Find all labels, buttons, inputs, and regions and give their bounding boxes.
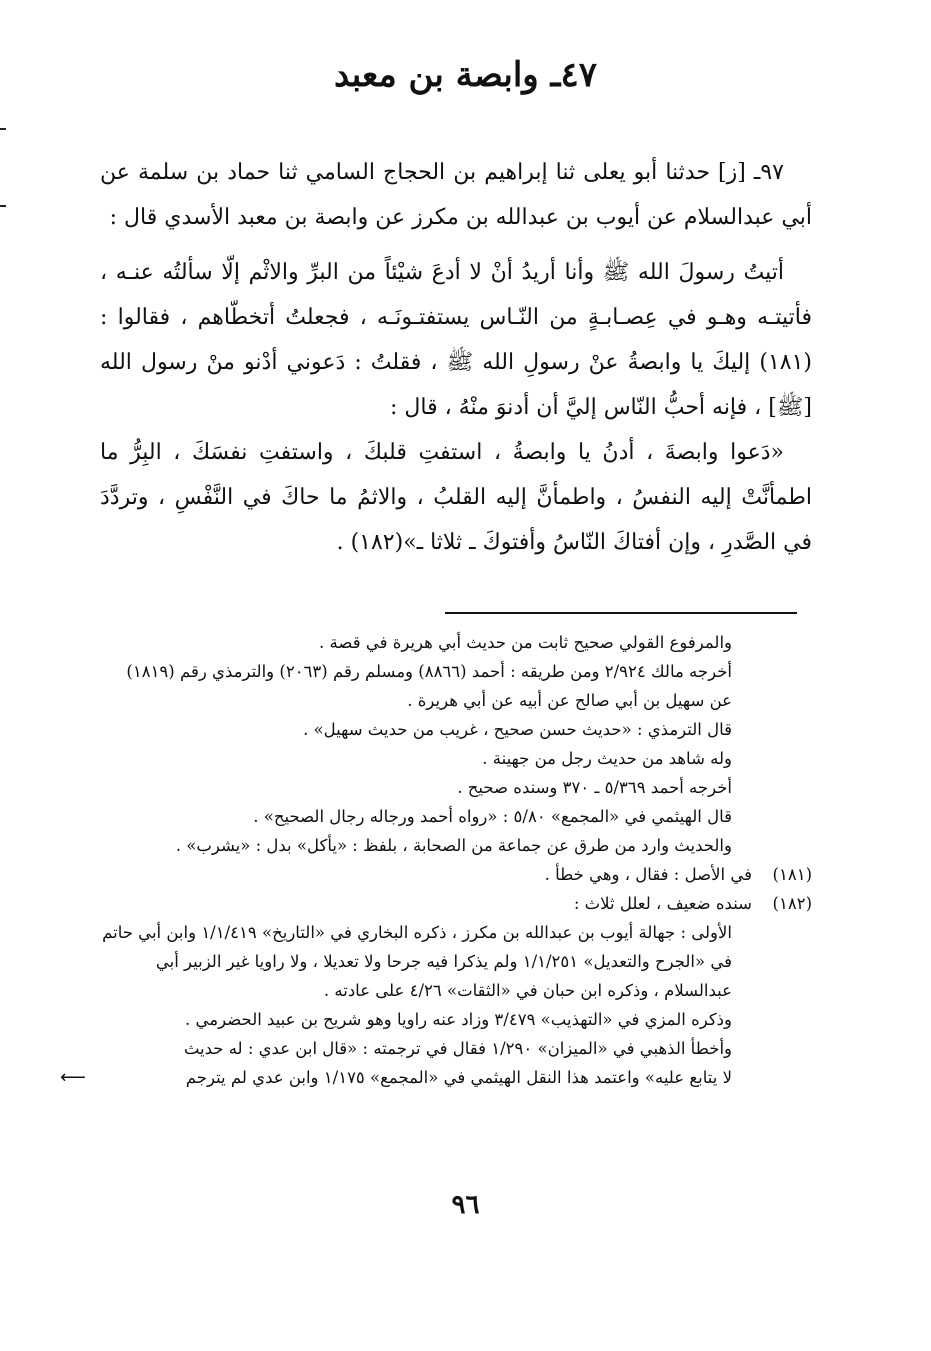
footnote-continuation: والمرفوع القولي صحيح ثابت من حديث أبي هريرة في قصة . bbox=[319, 633, 732, 652]
footnote-182 bbox=[100, 889, 812, 918]
chapter-heading: ٤٧ـ وابصة بن معبد bbox=[333, 55, 598, 95]
footnote-text: سنده ضعيف ، لعلل ثلاث : bbox=[573, 894, 752, 913]
narrative-paragraph: أتيتُ رسولَ الله ﷺ وأنا أريدُ أنْ لا أدعَ شيْئاً من البرِّ والاثْم إلّا سألتُه عنـه ، فأتيتـه وهـو في عِصـابـةٍ من النّـاس يستفتـونَـه ، فجعلتُ أتخطّاهم ، فقالوا : (١٨١) إليكَ يا وابصةُ عنْ رسولِ الله ﷺ ، فقلتُ : دَعوني أدْنو منْ رسول الله [ﷺ] ، فإنه أحبُّ النّاس إليَّ أن أدنوَ منْهُ ، قال : bbox=[100, 260, 812, 420]
footnote-182-reason: وأخطأ الذهبي في «الميزان» ١/٢٩٠ فقال في ترجمته : «قال ابن عدي : له حديث bbox=[183, 1039, 732, 1058]
footnote-continuation: قال الهيثمي في «المجمع» ٥/٨٠ : «رواه أحمد ورجاله رجال الصحيح» . bbox=[253, 807, 732, 826]
footnote-text: في الأصل : فقال ، وهي خطأ . bbox=[544, 865, 752, 884]
footnote-number: (١٨١) bbox=[772, 865, 812, 884]
scan-mark bbox=[0, 128, 6, 130]
isnad-paragraph: ٩٧ـ [ز] حدثنا أبو يعلى ثنا إبراهيم بن الحجاج السامي ثنا حماد بن سلمة عن أبي عبدالسلام عن أيوب بن عبدالله بن مكرز عن وابصة بن معبد الأسدي قال : bbox=[100, 160, 812, 230]
page-number: ٩٦ bbox=[451, 1190, 480, 1220]
main-text bbox=[100, 150, 812, 565]
hadith-paragraph: «دَعوا وابصةَ ، أدنُ يا وابصةُ ، استفتِ قلبكَ ، واستفتِ نفسَكَ ، البِرُّ ما اطمأنَّتْ إليه النفسُ ، واطمأنَّ إليه القلبُ ، والاثمُ ما حاكَ في النَّفْسِ ، وتردَّدَ في الصَّدرِ ، وإن أفتاكَ النّاسُ وأفتوكَ ـ ثلاثا ـ»(١٨٢) . bbox=[100, 440, 812, 555]
footnote-182-reason: الأولى : جهالة أيوب بن عبدالله بن مكرز ، ذكره البخاري في «التاريخ» ١/١/٤١٩ وابن أبي حاتم في «الجرح والتعديل» ١/١/٢٥١ ولم يذكرا فيه جرحا ولا تعديلا ، ولا راويا غير الزبير أبي عبدالسلام ، وذكره ابن حبان في «الثقات» ٤/٢٦ على عادته . bbox=[102, 923, 732, 1000]
footnote-divider bbox=[445, 612, 797, 614]
footnote-continuation: والحديث وارد من طرق عن جماعة من الصحابة ، بلفظ : «يأكل» بدل : «يشرب» . bbox=[175, 836, 732, 855]
footnote-continuation: أخرجه مالك ٢/٩٢٤ ومن طريقه : أحمد (٨٨٦٦) ومسلم رقم (٢٠٦٣) والترمذي رقم (١٨١٩) عن سهيل بن أبي صالح عن أبيه عن أبي هريرة . bbox=[126, 662, 732, 710]
footnote-182-reason: وذكره المزي في «التهذيب» ٣/٤٧٩ وزاد عنه راويا وهو شريح بن عبيد الحضرمي . bbox=[185, 1010, 732, 1029]
continuation-arrow-icon: ⟵ bbox=[60, 1067, 86, 1088]
footnotes bbox=[60, 628, 812, 1092]
footnote-181 bbox=[100, 860, 812, 889]
footnote-continuation: قال الترمذي : «حديث حسن صحيح ، غريب من حديث سهيل» . bbox=[303, 720, 732, 739]
footnote-continuation: أخرجه أحمد ٥/٣٦٩ ـ ٣٧٠ وسنده صحيح . bbox=[457, 778, 732, 797]
footnote-continuation: وله شاهد من حديث رجل من جهينة . bbox=[482, 749, 732, 768]
scan-mark bbox=[0, 205, 6, 207]
footnote-number: (١٨٢) bbox=[772, 894, 812, 913]
footnote-182-last-text: لا يتابع عليه» واعتمد هذا النقل الهيثمي في «المجمع» ١/١٧٥ وابن عدي لم يترجم bbox=[185, 1068, 732, 1087]
footnote-182-last-line bbox=[60, 1063, 812, 1092]
